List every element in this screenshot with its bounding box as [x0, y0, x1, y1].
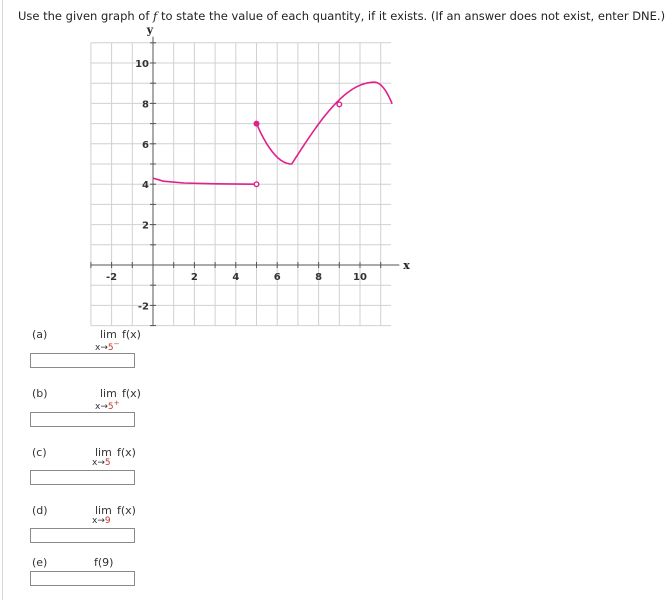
function-value-expression: f(9): [94, 556, 114, 569]
part-c-letter: (c): [32, 446, 47, 459]
limit-subscript: x→9: [92, 516, 111, 526]
x-tick-label: 6: [273, 272, 281, 283]
prompt-text-end: to state the value of each quantity, if it exists. (If an answer does not exist, enter DNE.): [157, 9, 665, 23]
x-tick-label: 10: [353, 272, 367, 283]
y-tick-label: 4: [142, 180, 149, 192]
y-tick-label: 6: [142, 139, 149, 151]
limit-function: f(x): [117, 504, 136, 517]
open-circle-x5: [254, 182, 259, 187]
answer-input-e[interactable]: [30, 571, 135, 586]
y-tick-label: -2: [137, 301, 149, 313]
limit-word: lim: [95, 504, 112, 517]
prompt-text-start: Use the given graph of: [18, 9, 154, 23]
answer-input-c[interactable]: [30, 470, 135, 485]
open-circle-x9: [337, 102, 342, 107]
graph-curves: [153, 82, 392, 186]
graph-tick-labels: [106, 24, 410, 313]
limit-word: lim: [95, 446, 112, 459]
limit-function: f(x): [122, 387, 141, 400]
filled-dot-x5: [254, 121, 259, 126]
part-b-letter: (b): [32, 387, 48, 400]
y-tick-label: 10: [135, 59, 149, 70]
limit-function: f(x): [122, 328, 141, 341]
limit-word: lim: [100, 328, 117, 341]
limit-word: lim: [100, 387, 117, 400]
x-tick-label: 8: [315, 272, 323, 283]
x-tick-label: 2: [190, 272, 198, 283]
part-d-letter: (d): [32, 504, 48, 517]
part-e-letter: (e): [32, 556, 48, 569]
answer-input-b[interactable]: [30, 412, 135, 427]
x-tick-label: -2: [106, 272, 118, 283]
x-axis-label: x: [403, 259, 410, 272]
answer-input-d[interactable]: [30, 528, 135, 543]
limit-subscript: x→5+: [95, 399, 120, 412]
y-axis-label: y: [146, 23, 154, 37]
limit-function: f(x): [117, 446, 136, 459]
y-tick-label: 8: [142, 99, 149, 111]
curve-piece-left: [153, 178, 257, 184]
answer-input-a[interactable]: [30, 353, 135, 368]
prompt-function-name: f: [153, 9, 158, 23]
y-tick-label: 2: [142, 220, 149, 232]
part-a-letter: (a): [32, 328, 48, 341]
limit-subscript: x→5−: [95, 340, 120, 353]
limit-subscript: x→5: [92, 458, 111, 468]
x-tick-label: 4: [232, 272, 240, 283]
